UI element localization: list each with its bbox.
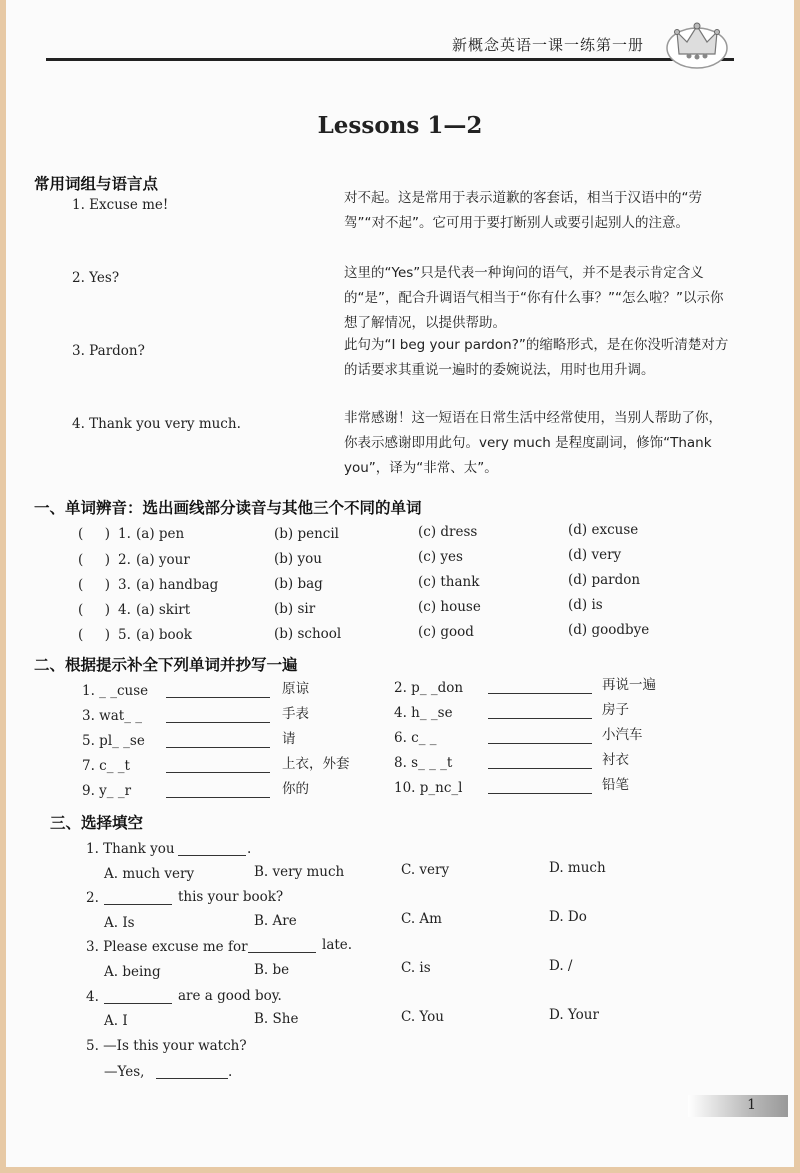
answer-bracket[interactable]: ( ) bbox=[78, 577, 110, 593]
page-number: 1 bbox=[747, 1097, 756, 1113]
word-meaning: 请 bbox=[282, 731, 296, 747]
option-a: (a) handbag bbox=[136, 577, 219, 593]
option-c: (c) yes bbox=[418, 549, 463, 565]
option-b[interactable]: B. Are bbox=[254, 913, 297, 929]
word-meaning: 上衣，外套 bbox=[282, 756, 350, 772]
option-d: (d) very bbox=[568, 547, 622, 563]
copy-blank[interactable] bbox=[166, 797, 270, 798]
phrase-en: 2. Yes? bbox=[72, 270, 120, 286]
word-meaning: 原谅 bbox=[282, 681, 309, 697]
option-d: (d) goodbye bbox=[568, 622, 650, 638]
word-meaning: 再说一遍 bbox=[602, 677, 656, 693]
copy-blank[interactable] bbox=[488, 793, 592, 794]
question-stem: 5. —Is this your watch? bbox=[86, 1038, 247, 1054]
word-prompt: 9. y_ _r bbox=[82, 783, 132, 799]
option-b[interactable]: B. She bbox=[254, 1011, 299, 1027]
option-b[interactable]: B. be bbox=[254, 962, 290, 978]
question-stem: 3. Please excuse me for bbox=[86, 939, 248, 955]
word-prompt: 10. p_nc_l bbox=[394, 780, 463, 796]
option-d[interactable]: D. Your bbox=[549, 1007, 599, 1023]
option-b: (b) school bbox=[274, 626, 342, 642]
phrase-en: 1. Excuse me! bbox=[72, 197, 169, 213]
option-c: (c) dress bbox=[418, 524, 478, 540]
page-header bbox=[6, 0, 794, 70]
question-stem: 2. bbox=[86, 890, 99, 906]
phrase-en: 3. Pardon? bbox=[72, 343, 145, 359]
question-number: 3. bbox=[118, 577, 131, 593]
word-prompt: 2. p_ _don bbox=[394, 680, 464, 696]
answer-blank[interactable] bbox=[248, 952, 316, 953]
option-a[interactable]: A. being bbox=[104, 964, 161, 980]
answer-prefix: —Yes, bbox=[104, 1064, 145, 1080]
word-prompt: 4. h_ _se bbox=[394, 705, 453, 721]
option-d: (d) is bbox=[568, 597, 603, 613]
answer-blank[interactable] bbox=[156, 1078, 228, 1079]
phrase-en: 4. Thank you very much. bbox=[72, 416, 241, 432]
option-b: (b) sir bbox=[274, 601, 316, 617]
option-a: (a) skirt bbox=[136, 602, 191, 618]
lesson-title: Lessons 1—2 bbox=[317, 112, 483, 139]
option-a: (a) your bbox=[136, 552, 190, 568]
option-a[interactable]: A. much very bbox=[104, 866, 195, 882]
answer-suffix: . bbox=[228, 1064, 233, 1080]
question-stem-end: this your book? bbox=[178, 889, 284, 905]
question-stem-end: . bbox=[247, 841, 252, 857]
word-meaning: 你的 bbox=[282, 781, 309, 797]
phrase-explanation: 非常感谢！这一短语在日常生活中经常使用，当别人帮助了你，你表示感谢即用此句。very much 是程度副词，修饰“Thank you”，译为“非常、太”。 bbox=[344, 410, 722, 476]
copy-blank[interactable] bbox=[166, 747, 270, 748]
answer-blank[interactable] bbox=[104, 904, 172, 905]
option-d: (d) excuse bbox=[568, 522, 639, 538]
option-c: (c) house bbox=[418, 599, 481, 615]
option-a: (a) pen bbox=[136, 526, 185, 542]
phrase-explanation: 此句为“I beg your pardon?”的缩略形式，是在你没听清楚对方的话要求其重说一遍时的委婉说法，用时也用升调。 bbox=[344, 337, 729, 378]
question-stem: 1. Thank you bbox=[86, 841, 175, 857]
word-meaning: 铅笔 bbox=[602, 777, 629, 793]
answer-bracket[interactable]: ( ) bbox=[78, 526, 110, 542]
book-title: 新概念英语一课一练第一册 bbox=[451, 36, 644, 54]
question-stem-end: late. bbox=[322, 937, 353, 953]
word-prompt: 7. c_ _t bbox=[82, 758, 130, 774]
option-c: (c) good bbox=[418, 624, 474, 640]
question-number: 5. bbox=[118, 627, 131, 643]
word-meaning: 手表 bbox=[282, 706, 309, 722]
option-d: (d) pardon bbox=[568, 572, 641, 588]
answer-bracket[interactable]: ( ) bbox=[78, 552, 110, 568]
copy-blank[interactable] bbox=[166, 697, 270, 698]
option-b[interactable]: B. very much bbox=[254, 864, 345, 880]
option-c[interactable]: C. is bbox=[401, 960, 431, 976]
word-prompt: 6. c_ _ bbox=[394, 730, 437, 746]
option-d[interactable]: D. Do bbox=[549, 909, 587, 925]
answer-bracket[interactable]: ( ) bbox=[78, 602, 110, 618]
answer-bracket[interactable]: ( ) bbox=[78, 627, 110, 643]
option-a[interactable]: A. Is bbox=[104, 915, 135, 931]
option-a[interactable]: A. I bbox=[104, 1013, 128, 1029]
option-b: (b) bag bbox=[274, 576, 323, 592]
option-c[interactable]: C. You bbox=[401, 1009, 444, 1025]
copy-blank[interactable] bbox=[488, 743, 592, 744]
copy-blank[interactable] bbox=[166, 722, 270, 723]
copy-blank[interactable] bbox=[488, 718, 592, 719]
section1-heading: 一、单词辨音：选出画线部分读音与其他三个不同的单词 bbox=[34, 499, 422, 517]
section3-heading: 三、选择填空 bbox=[50, 814, 144, 832]
option-d[interactable]: D. much bbox=[549, 860, 606, 876]
phrases-heading: 常用词组与语言点 bbox=[34, 175, 159, 193]
crown-icon bbox=[665, 18, 729, 70]
page-number-tab bbox=[688, 1095, 788, 1117]
question-stem-end: are a good boy. bbox=[178, 988, 282, 1004]
copy-blank[interactable] bbox=[488, 693, 592, 694]
question-number: 2. bbox=[118, 552, 131, 568]
option-c: (c) thank bbox=[418, 574, 480, 590]
header-rule bbox=[46, 58, 734, 61]
question-number: 1. bbox=[118, 526, 131, 542]
question-number: 4. bbox=[118, 602, 131, 618]
word-meaning: 衬衣 bbox=[602, 752, 629, 768]
answer-blank[interactable] bbox=[104, 1003, 172, 1004]
copy-blank[interactable] bbox=[166, 772, 270, 773]
option-b: (b) pencil bbox=[274, 526, 339, 542]
option-c[interactable]: C. Am bbox=[401, 911, 442, 927]
section2-heading: 二、根据提示补全下列单词并抄写一遍 bbox=[34, 656, 298, 674]
word-prompt: 5. pl_ _se bbox=[82, 733, 145, 749]
option-d[interactable]: D. / bbox=[549, 958, 573, 974]
word-meaning: 小汽车 bbox=[602, 727, 643, 743]
answer-blank[interactable] bbox=[178, 855, 246, 856]
phrase-explanation: 对不起。这是常用于表示道歉的客套话，相当于汉语中的“劳驾”“对不起”。它可用于要打断别人或要引起别人的注意。 bbox=[344, 190, 702, 231]
option-c[interactable]: C. very bbox=[401, 862, 450, 878]
option-b: (b) you bbox=[274, 551, 322, 567]
option-a: (a) book bbox=[136, 627, 192, 643]
phrase-explanation: 这里的“Yes”只是代表一种询问的语气，并不是表示肯定含义的“是”，配合升调语气相当于“你有什么事？”“怎么啦？”以示你想了解情况，以提供帮助。 bbox=[344, 265, 724, 331]
word-meaning: 房子 bbox=[602, 702, 629, 718]
copy-blank[interactable] bbox=[488, 768, 592, 769]
question-stem: 4. bbox=[86, 989, 99, 1005]
word-prompt: 8. s_ _ _t bbox=[394, 755, 453, 771]
word-prompt: 1. _ _cuse bbox=[82, 683, 149, 699]
word-prompt: 3. wat_ _ bbox=[82, 708, 142, 724]
